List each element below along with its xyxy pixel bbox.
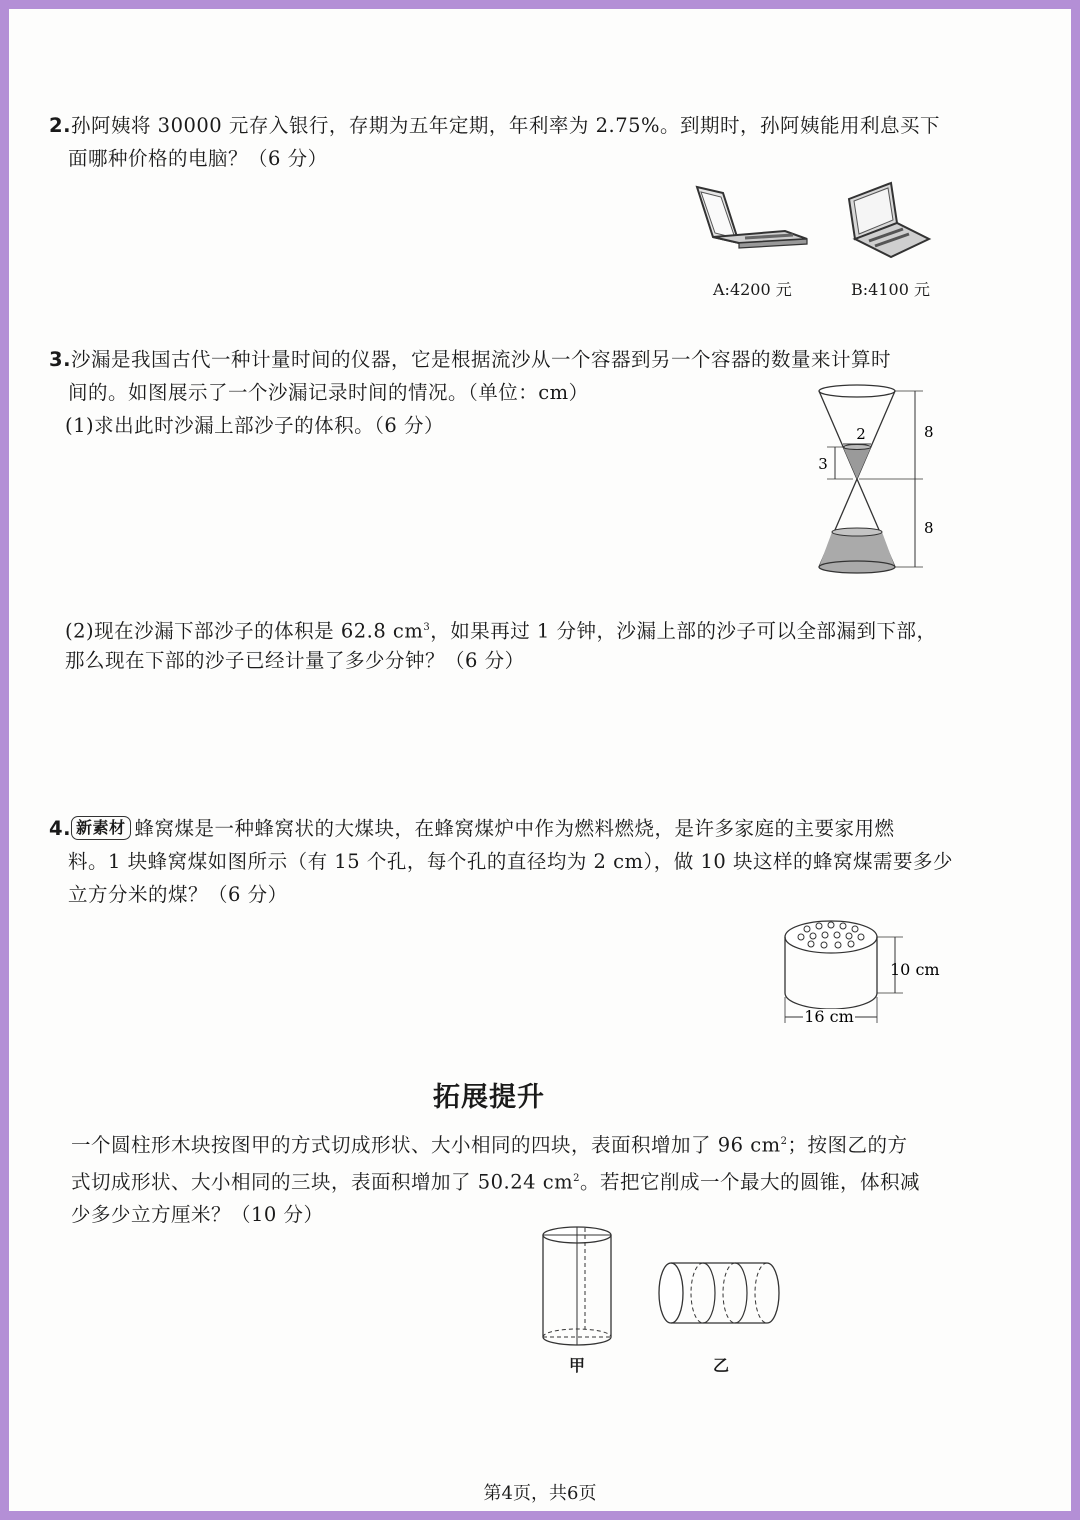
question-3-line1 [49,343,949,376]
laptop-b-image [841,179,941,264]
diameter-label: 2 [856,425,866,443]
question-4-line3: 立方分米的煤？（6 分） [68,883,288,906]
question-3-part2-line1 [65,611,937,648]
section-title: 拓展提升 [433,1082,545,1113]
question-text: 沙漏是我国古代一种计量时间的仪器，它是根据流沙从一个容器到另一个容器的数量来计算时 [70,348,891,371]
question-number: 4. [49,817,71,840]
sand-height-label: 3 [818,455,828,473]
cylinder-yi-figure [657,1255,781,1331]
question-4-line2: 料。1 块蜂窝煤如图所示（有 15 个孔，每个孔的直径均为 2 cm），做 10 块这样的蜂窝煤需要多少 [68,850,953,873]
lower-height-label: 8 [924,519,934,537]
cylinder-jia-figure [537,1225,617,1349]
height-label: 10 cm [890,960,940,979]
question-3-part2-line2: 那么现在下部的沙子已经计量了多少分钟？（6 分） [65,649,525,672]
diameter-label: 16 cm [804,1007,854,1026]
question-2-line2: 面哪种价格的电脑？（6 分） [68,147,328,170]
question-3-part1: (1)求出此时沙漏上部沙子的体积。（6 分） [65,414,444,437]
extension-text-b: 。若把它削成一个最大的圆锥，体积减 [580,1170,921,1193]
extension-line2 [71,1162,971,1199]
question-2 [49,109,949,175]
extension-line3: 少多少立方厘米？（10 分） [71,1203,324,1226]
laptop-a-image [689,181,819,261]
question-4 [49,812,953,911]
extension-line1 [71,1125,971,1162]
superscript: 2 [573,1172,581,1184]
question-4-line1 [49,812,949,845]
upper-height-label: 8 [924,423,934,441]
question-3-line2: 间的。如图展示了一个沙漏记录时间的情况。（单位：cm） [68,381,589,404]
label-jia: 甲 [569,1356,586,1375]
question-2-line1 [49,109,949,142]
extension-question [71,1125,971,1231]
option-a-label: A:4200 元 [713,280,792,299]
question-number: 2. [49,114,71,137]
part2-text-a: (2)现在沙漏下部沙子的体积是 62.8 cm [65,619,424,643]
extension-text-b: ；按图乙的方 [787,1133,908,1157]
superscript: 2 [780,1136,788,1147]
page-footer: 第4页，共6页 [483,1483,597,1504]
superscript: 3 [423,622,431,633]
extension-text-a: 一个圆柱形木块按图甲的方式切成形状、大小相同的四块，表面积增加了 96 cm [71,1133,781,1157]
question-text: 孙阿姨将 30000 元存入银行，存期为五年定期，年利率为 2.75%。到期时，孙阿姨能用利息买下 [70,114,941,137]
question-text: 蜂窝煤是一种蜂窝状的大煤块，在蜂窝煤炉中作为燃料燃烧，是许多家庭的主要家用燃 [134,817,895,840]
option-b-label: B:4100 元 [851,280,930,299]
new-material-tag: 新素材 [71,816,131,840]
label-yi: 乙 [713,1356,730,1375]
part2-text-b: ，如果再过 1 分钟，沙漏上部的沙子可以全部漏到下部， [430,619,937,643]
question-number: 3. [49,348,71,371]
honeycomb-briquette-figure [781,913,981,1025]
extension-text-a: 式切成形状、大小相同的三块，表面积增加了 50.24 cm [71,1170,574,1193]
hourglass-figure [799,381,959,581]
worksheet-page [9,9,1071,1511]
